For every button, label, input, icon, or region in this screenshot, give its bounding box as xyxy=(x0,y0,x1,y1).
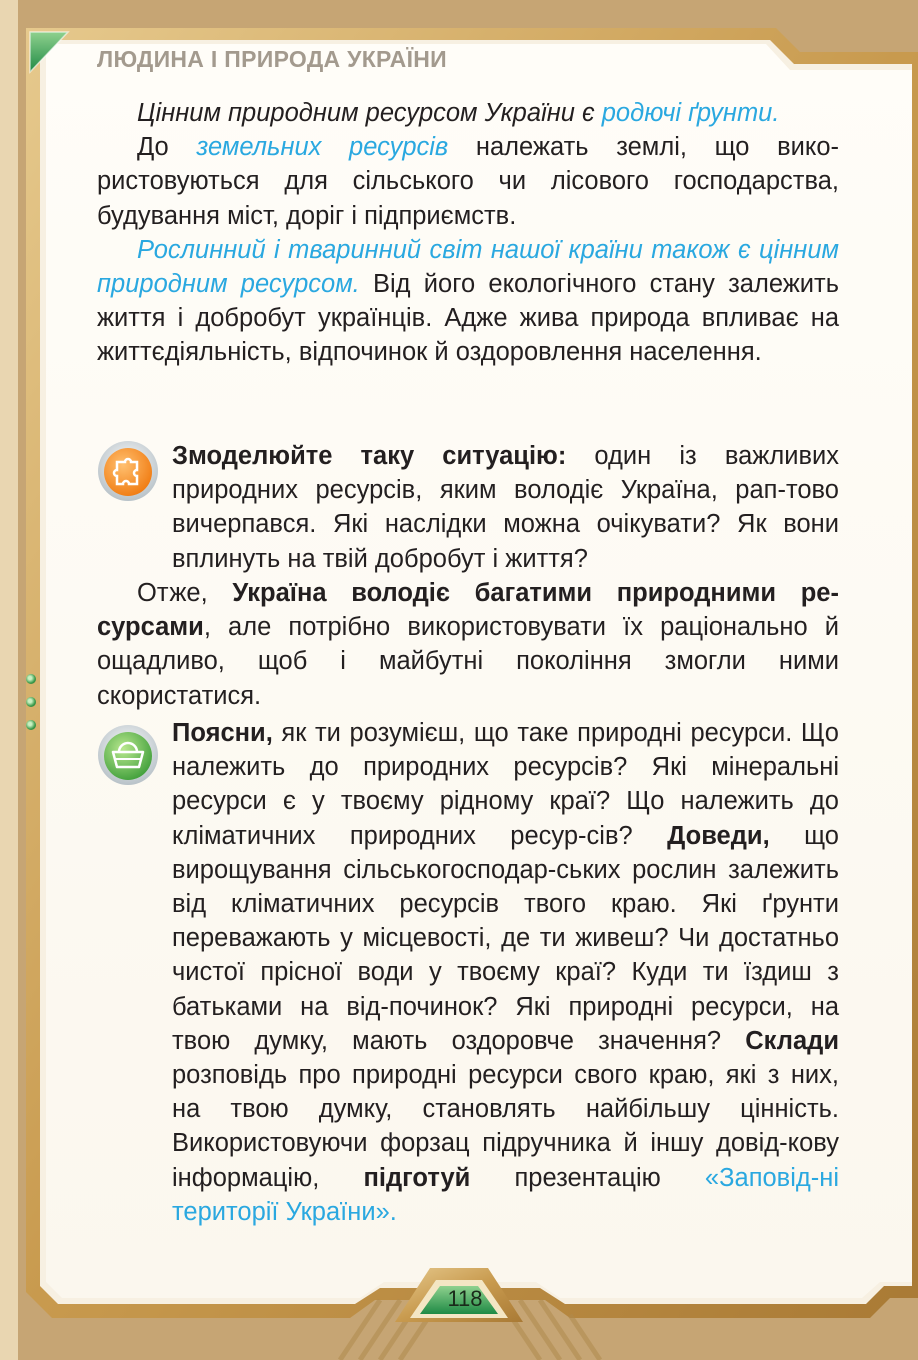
task-compose-lead: Склади xyxy=(745,1026,839,1055)
task-explain-body4: презентацію xyxy=(470,1163,705,1192)
task-prove-lead: Доведи, xyxy=(667,821,770,850)
paragraph-land xyxy=(97,130,839,233)
task-modeling xyxy=(172,439,839,576)
section-header: ЛЮДИНА І ПРИРОДА УКРАЇНИ xyxy=(97,46,447,72)
task-prepare-lead: підготуй xyxy=(363,1163,471,1192)
basket-icon xyxy=(97,724,159,786)
task-modeling-lead: Змоделюйте таку ситуацію: xyxy=(172,442,567,470)
paragraph-flora-fauna-body: Від його екологічного стану залежить життя і добробут українців. Адже жива природа впливає на життєдіяльність, відпочинок й оздоровлення населення. xyxy=(97,270,839,367)
paragraph-conclusion-body: , але потрібно використовувати їх раціонально й ощадливо, щоб і майбутні покоління змогли ними скористатися. xyxy=(97,613,839,710)
presentation-title: «Заповід-ні території України». xyxy=(172,1163,840,1226)
paragraph-conclusion-lead: Отже, xyxy=(137,579,233,607)
task-modeling-body: один із важливих природних ресурсів, яким володіє Україна, рап-тово вичерпався. Які наслідки можна очікувати? Як вони вплинуть на твій добробут і життя? xyxy=(172,442,839,573)
task-explain xyxy=(172,716,839,1229)
task-explain-body3: розповідь про природні ресурси свого краю, які з них, на твою думку, становлять найбільшу цінність. Використовуючи форзац підручника й іншу довід-кову інформацію, xyxy=(172,1061,839,1192)
task-modeling-text xyxy=(172,439,839,576)
decor-dot xyxy=(26,674,36,684)
task-explain-text xyxy=(172,716,839,1229)
task-explain-body2: що вирощування сільськогосподар-ських рослин залежить від кліматичних ресурсів твого краю. Які ґрунти переважають у місцевості, де ти живеш? Чи достатньо чистої прісної води у твоєму краї? Куди ти їздиш з батьками на від-починок? Які природні ресурси, на твою думку, мають оздоровче значення? xyxy=(172,821,839,1055)
term-flora-fauna: Рослинний і тваринний світ нашої країни також є цінним природним ресурсом. xyxy=(97,235,839,299)
intro-text xyxy=(97,96,839,370)
paragraph-conclusion xyxy=(97,576,839,713)
task-explain-lead: Поясни, xyxy=(172,719,273,747)
conclusion-text xyxy=(97,576,839,713)
term-land-resources: земельних ресурсів xyxy=(196,133,449,162)
paragraph-conclusion-bold: Україна володіє багатими природними ре-сурсами xyxy=(97,579,839,642)
decor-dot xyxy=(26,697,36,707)
puzzle-icon xyxy=(97,440,159,502)
paragraph-flora-fauna xyxy=(97,233,839,370)
paragraph-soil xyxy=(97,96,839,130)
task-explain-body1: як ти розумієш, що таке природні ресурси. Що належить до природних ресурсів? Які мінеральні ресурси є у твоєму рідному краї? Що належить до кліматичних природних ресур-сів? xyxy=(172,719,839,850)
page-number: 118 xyxy=(447,1286,483,1311)
term-fertile-soils: родючі ґрунти. xyxy=(601,99,780,127)
paragraph-soil-lead: Цінним природним ресурсом України є xyxy=(137,99,602,127)
decor-dot xyxy=(26,720,36,730)
paragraph-land-body: належать землі, що вико-ристовуються для сільського чи лісового господарства, будування міст, доріг і підприємств. xyxy=(97,133,839,230)
paragraph-land-lead: До xyxy=(137,133,197,162)
